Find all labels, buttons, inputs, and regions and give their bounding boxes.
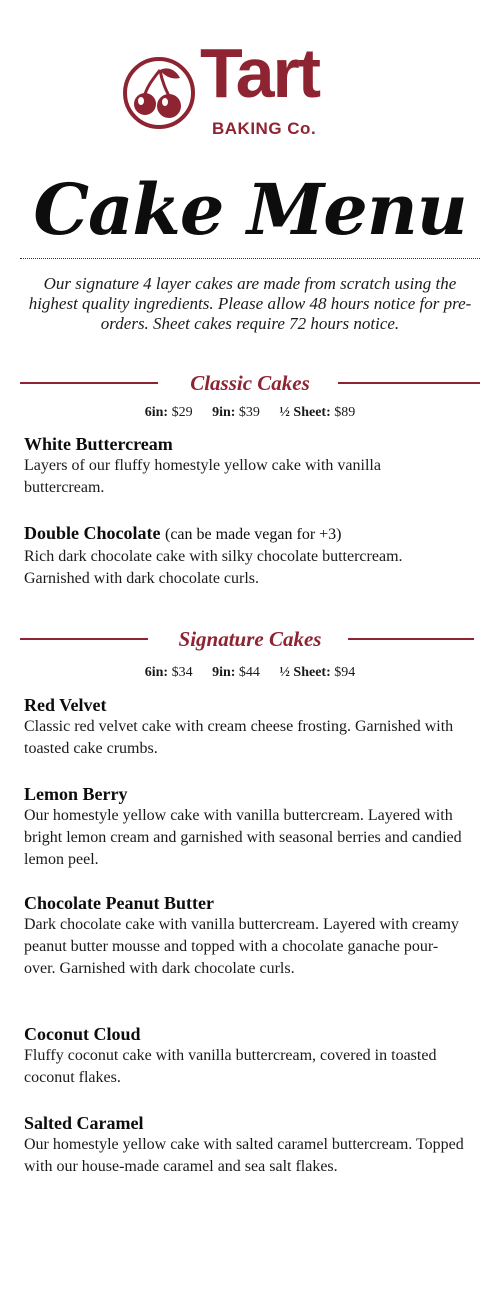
price-row-signature (0, 664, 500, 682)
cake-name: Coconut Cloud (24, 1024, 141, 1044)
price-value: $39 (238, 405, 260, 420)
cake-name: Lemon Berry (24, 784, 128, 804)
price-half-sheet (279, 664, 355, 682)
cake-description: Dark chocolate cake with vanilla buttercream. Layered with creamy peanut butter mousse and topped with a chocolate ganache pour-over. Garnished with dark chocolate curls. (24, 916, 459, 977)
cake-name: Red Velvet (24, 695, 107, 715)
cake-item-chocolate-peanut-butter (24, 892, 464, 980)
price-size-label: 6in: (144, 665, 169, 680)
cake-item-salted-caramel (24, 1112, 464, 1178)
page-title: Cake Menu (33, 168, 467, 251)
cake-description: Our homestyle yellow cake with vanilla buttercream. Layered with bright lemon cream and garnished with seasonal berries and candied lemon peel. (24, 807, 462, 868)
cake-item-coconut-cloud (24, 1023, 464, 1089)
intro-text: Our signature 4 layer cakes are made from scratch using the highest quality ingredients. Please allow 48 hours notice for pre-orders. Sheet cakes require 72 hours notice. (28, 274, 472, 333)
cake-name: Chocolate Peanut Butter (24, 893, 214, 913)
price-size-label: ½ Sheet: (279, 405, 331, 420)
cake-description: Layers of our fluffy homestyle yellow cake with vanilla buttercream. (24, 457, 381, 496)
cake-description: Fluffy coconut cake with vanilla buttercream, covered in toasted coconut flakes. (24, 1047, 437, 1086)
section-heading-signature (20, 625, 480, 653)
cake-name: Double Chocolate (24, 523, 161, 543)
price-9in (212, 664, 260, 682)
cake-description: Our homestyle yellow cake with salted caramel buttercream. Topped with our house-made caramel and sea salt flakes. (24, 1136, 464, 1175)
price-half-sheet (279, 404, 355, 422)
section-rule-right (338, 382, 480, 384)
logo-subtitle: BAKING Co. (212, 119, 317, 138)
price-9in (212, 404, 260, 422)
title-divider (20, 258, 480, 259)
price-size-label: 9in: (212, 665, 236, 680)
price-value: $94 (334, 665, 356, 680)
price-size-label: 6in: (144, 405, 169, 420)
cake-item-red-velvet (24, 694, 464, 760)
cake-name: Salted Caramel (24, 1113, 144, 1133)
price-value: $34 (171, 665, 193, 680)
cherry-logo-icon (122, 56, 196, 130)
cake-description: Rich dark chocolate cake with silky chocolate buttercream. Garnished with dark chocolate curls. (24, 548, 403, 587)
cake-description: Classic red velvet cake with cream cheese frosting. Garnished with toasted cake crumbs. (24, 718, 454, 757)
logo-brand: Tart (200, 34, 320, 112)
logo (122, 34, 352, 142)
price-size-label: ½ Sheet: (279, 665, 331, 680)
cake-note: (can be made vegan for +3) (165, 526, 342, 543)
price-size-label: 9in: (212, 405, 236, 420)
price-value: $44 (238, 665, 260, 680)
section-heading-classic (20, 369, 480, 397)
price-6in (145, 404, 193, 422)
section-title: Classic Cakes (190, 371, 310, 395)
cake-item-double-chocolate (24, 522, 464, 590)
section-rule-right (348, 638, 474, 640)
cake-item-lemon-berry (24, 783, 464, 871)
cake-item-white-buttercream (24, 433, 464, 499)
section-title: Signature Cakes (178, 627, 322, 651)
cake-name: White Buttercream (24, 434, 173, 454)
price-value: $29 (171, 405, 193, 420)
price-6in (145, 664, 193, 682)
price-row-classic (0, 404, 500, 422)
price-value: $89 (334, 405, 356, 420)
